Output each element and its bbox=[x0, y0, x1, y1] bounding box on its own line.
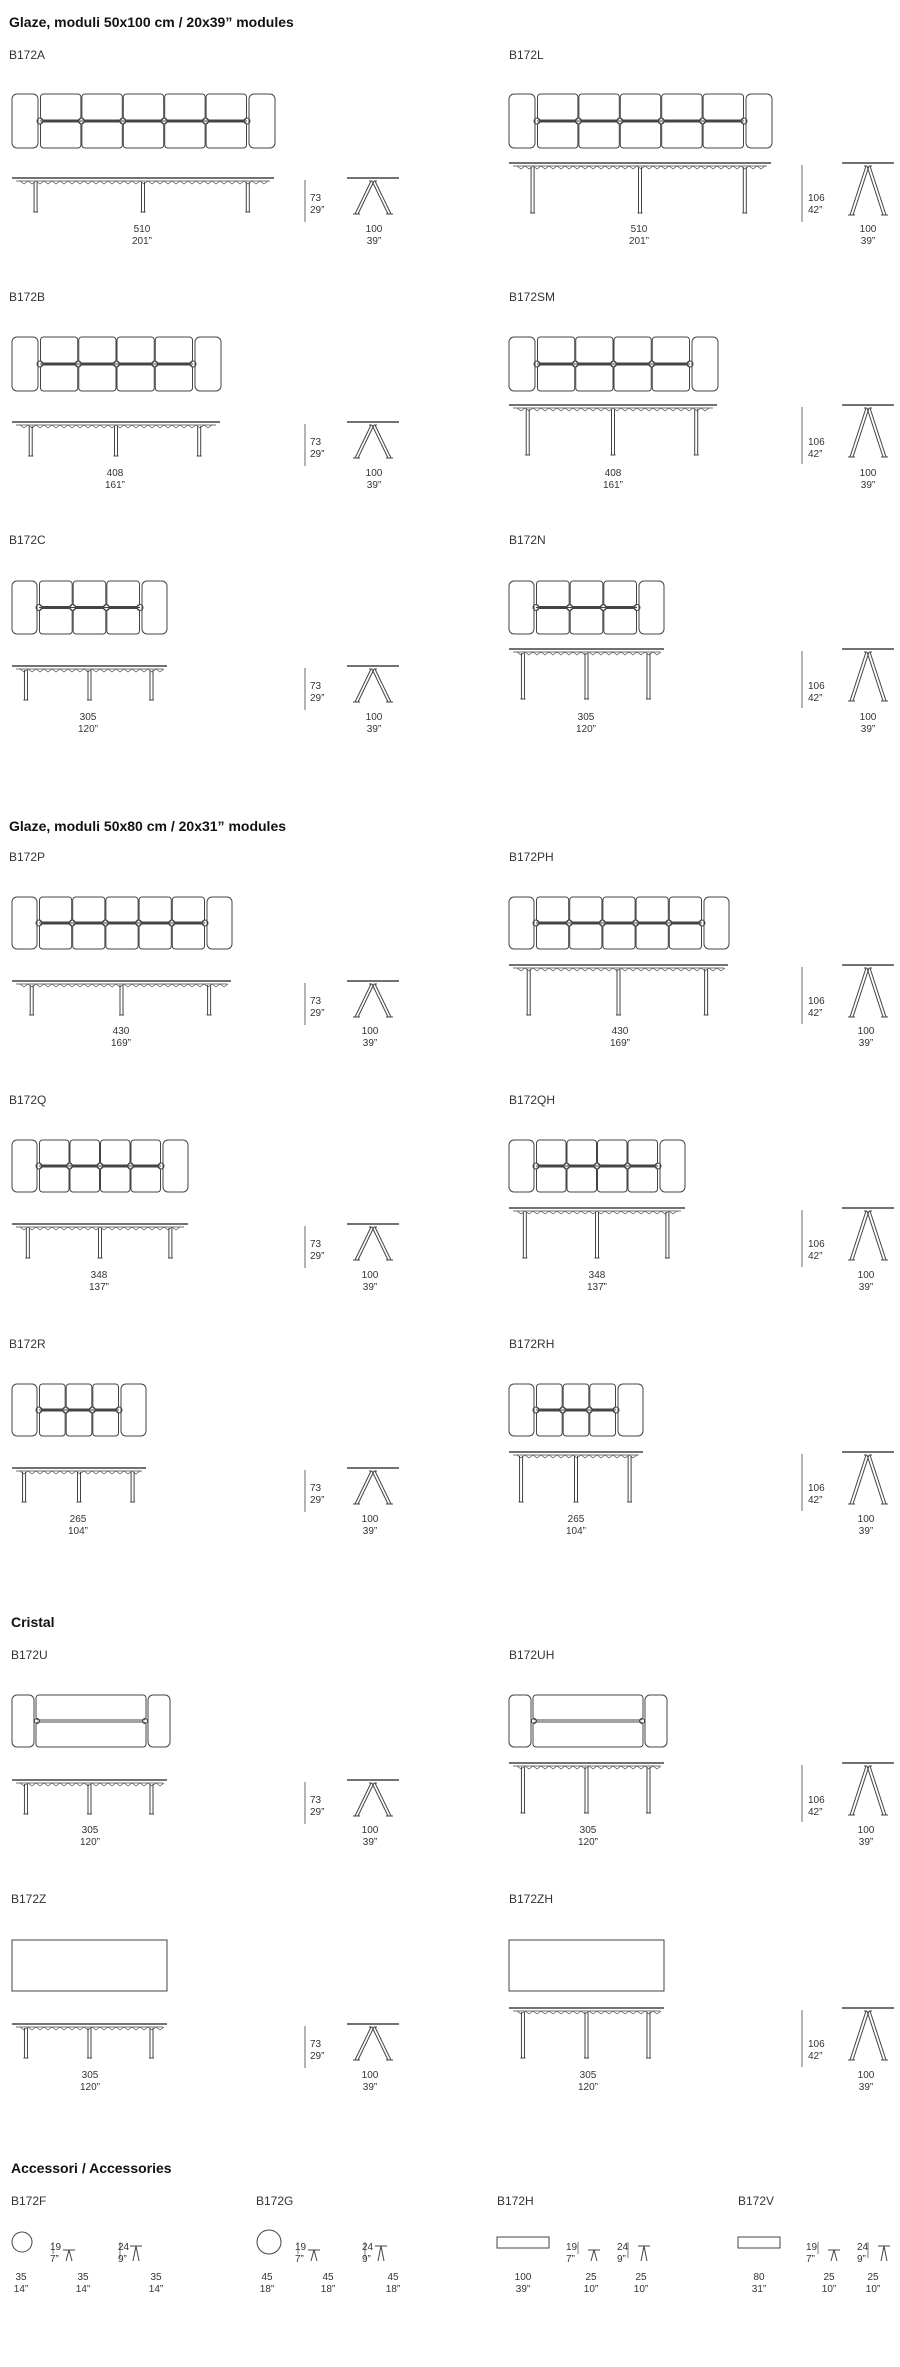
product-code: B172P bbox=[9, 850, 46, 864]
end-view-drawing bbox=[345, 664, 401, 706]
length-dimension: 305 120” bbox=[575, 712, 596, 735]
height-dimension: 106 42” bbox=[808, 1795, 825, 1818]
accessory-side-drawings bbox=[573, 2238, 653, 2264]
accessory-height-2: 24 9” bbox=[617, 2242, 629, 2265]
accessory-depth-2: 25 10” bbox=[865, 2272, 881, 2295]
product-code: B172A bbox=[9, 48, 46, 62]
top-view-drawing bbox=[507, 1138, 687, 1194]
height-bracket bbox=[801, 407, 804, 464]
length-dimension: 305 120” bbox=[77, 712, 98, 735]
length-dimension: 348 137” bbox=[586, 1270, 607, 1293]
top-view-drawing bbox=[10, 1693, 172, 1749]
depth-dimension: 100 39” bbox=[365, 468, 383, 491]
section-title-cristal: Cristal bbox=[11, 1614, 55, 1630]
depth-dimension: 100 39” bbox=[857, 1026, 875, 1049]
product-code: B172ZH bbox=[509, 1892, 554, 1906]
length-dimension: 305 120” bbox=[577, 1825, 598, 1848]
depth-dimension: 100 39” bbox=[857, 1514, 875, 1537]
end-view-drawing bbox=[345, 1778, 401, 1820]
side-view-drawing bbox=[10, 1778, 169, 1820]
side-view-drawing bbox=[10, 2022, 169, 2064]
depth-dimension: 100 39” bbox=[857, 1270, 875, 1293]
height-bracket bbox=[304, 180, 307, 222]
accessory-code: B172G bbox=[256, 2194, 294, 2208]
top-view-drawing bbox=[10, 92, 277, 150]
product-code: B172B bbox=[9, 290, 46, 304]
height-bracket bbox=[801, 1210, 804, 1267]
accessory-size: 80 31” bbox=[751, 2272, 767, 2295]
end-view-drawing bbox=[840, 403, 896, 461]
accessory-side-drawings bbox=[293, 2238, 390, 2264]
height-bracket bbox=[801, 2010, 804, 2067]
side-view-drawing bbox=[10, 420, 222, 462]
depth-dimension: 100 39” bbox=[365, 224, 383, 247]
length-dimension: 265 104” bbox=[67, 1514, 88, 1537]
product-code: B172U bbox=[11, 1648, 48, 1662]
top-view-drawing bbox=[10, 1382, 148, 1438]
accessory-size: 45 18” bbox=[259, 2272, 275, 2295]
product-code: B172Z bbox=[11, 1892, 47, 1906]
end-view-drawing bbox=[345, 176, 401, 218]
end-view-drawing bbox=[345, 2022, 401, 2064]
product-code: B172QH bbox=[509, 1093, 556, 1107]
height-bracket bbox=[801, 651, 804, 708]
height-dimension: 106 42” bbox=[808, 1483, 825, 1506]
end-view-drawing bbox=[345, 979, 401, 1021]
height-dimension: 73 29” bbox=[310, 1483, 325, 1506]
accessory-depth-2: 45 18” bbox=[385, 2272, 401, 2295]
length-dimension: 430 169” bbox=[110, 1026, 131, 1049]
side-view-drawing bbox=[507, 1761, 666, 1819]
length-dimension: 408 161” bbox=[602, 468, 623, 491]
height-bracket bbox=[304, 1470, 307, 1512]
height-dimension: 106 42” bbox=[808, 996, 825, 1019]
product-code: B172PH bbox=[509, 850, 554, 864]
accessory-height-2: 24 9” bbox=[118, 2242, 130, 2265]
side-view-drawing bbox=[10, 1222, 190, 1264]
top-view-drawing bbox=[507, 335, 720, 393]
height-dimension: 106 42” bbox=[808, 1239, 825, 1262]
depth-dimension: 100 39” bbox=[361, 1514, 379, 1537]
height-dimension: 73 29” bbox=[310, 996, 325, 1019]
end-view-drawing bbox=[840, 1761, 896, 1819]
depth-dimension: 100 39” bbox=[857, 2070, 875, 2093]
end-view-drawing bbox=[840, 161, 896, 219]
end-view-drawing bbox=[345, 420, 401, 462]
height-dimension: 73 29” bbox=[310, 2039, 325, 2062]
length-dimension: 510 201” bbox=[628, 224, 649, 247]
accessory-top-drawing bbox=[256, 2229, 282, 2255]
depth-dimension: 100 39” bbox=[361, 1825, 379, 1848]
side-view-drawing bbox=[507, 161, 773, 219]
accessory-top-drawing bbox=[496, 2236, 550, 2250]
height-dimension: 73 29” bbox=[310, 437, 325, 460]
depth-dimension: 100 39” bbox=[859, 712, 877, 735]
end-view-drawing bbox=[345, 1222, 401, 1264]
side-view-drawing bbox=[10, 176, 276, 218]
product-code: B172R bbox=[9, 1337, 46, 1351]
accessory-depth-1: 25 10” bbox=[821, 2272, 837, 2295]
height-dimension: 106 42” bbox=[808, 681, 825, 704]
height-bracket bbox=[801, 1765, 804, 1822]
accessory-top-drawing bbox=[11, 2231, 33, 2253]
depth-dimension: 100 39” bbox=[361, 1026, 379, 1049]
accessory-size: 100 39” bbox=[514, 2272, 532, 2295]
accessory-code: B172V bbox=[738, 2194, 775, 2208]
accessory-top-drawing bbox=[737, 2236, 781, 2250]
accessory-depth-1: 45 18” bbox=[320, 2272, 336, 2295]
length-dimension: 348 137” bbox=[88, 1270, 109, 1293]
accessory-height-1: 19 7” bbox=[295, 2242, 307, 2265]
accessory-height-2: 24 9” bbox=[857, 2242, 869, 2265]
height-bracket bbox=[304, 983, 307, 1025]
product-code: B172C bbox=[9, 533, 46, 547]
product-code: B172UH bbox=[509, 1648, 555, 1662]
accessory-side-drawings bbox=[813, 2238, 893, 2264]
height-dimension: 106 42” bbox=[808, 437, 825, 460]
accessory-height-1: 19 7” bbox=[50, 2242, 62, 2265]
height-bracket bbox=[801, 1454, 804, 1511]
accessory-depth-2: 35 14” bbox=[148, 2272, 164, 2295]
height-dimension: 73 29” bbox=[310, 681, 325, 704]
end-view-drawing bbox=[840, 963, 896, 1021]
section-title-accessories: Accessori / Accessories bbox=[11, 2160, 172, 2176]
end-view-drawing bbox=[840, 1450, 896, 1508]
side-view-drawing bbox=[507, 647, 666, 705]
depth-dimension: 100 39” bbox=[857, 1825, 875, 1848]
end-view-drawing bbox=[840, 1206, 896, 1264]
height-bracket bbox=[801, 165, 804, 222]
height-bracket bbox=[304, 2026, 307, 2068]
length-dimension: 305 120” bbox=[577, 2070, 598, 2093]
accessory-depth-1: 25 10” bbox=[583, 2272, 599, 2295]
side-view-drawing bbox=[507, 403, 719, 461]
top-view-drawing bbox=[10, 1938, 169, 1993]
depth-dimension: 100 39” bbox=[365, 712, 383, 735]
accessory-code: B172H bbox=[497, 2194, 534, 2208]
section-title-glaze-80: Glaze, moduli 50x80 cm / 20x31” modules bbox=[9, 818, 287, 834]
height-dimension: 73 29” bbox=[310, 193, 325, 216]
accessory-height-1: 19 7” bbox=[806, 2242, 818, 2265]
side-view-drawing bbox=[10, 979, 233, 1021]
height-dimension: 73 29” bbox=[310, 1239, 325, 1262]
accessory-depth-1: 35 14” bbox=[75, 2272, 91, 2295]
side-view-drawing bbox=[507, 2006, 666, 2064]
height-dimension: 106 42” bbox=[808, 193, 825, 216]
end-view-drawing bbox=[840, 2006, 896, 2064]
height-bracket bbox=[304, 424, 307, 466]
depth-dimension: 100 39” bbox=[859, 468, 877, 491]
side-view-drawing bbox=[10, 664, 169, 706]
depth-dimension: 100 39” bbox=[859, 224, 877, 247]
accessory-depth-2: 25 10” bbox=[633, 2272, 649, 2295]
accessory-height-2: 24 9” bbox=[362, 2242, 374, 2265]
product-code: B172L bbox=[509, 48, 544, 62]
length-dimension: 408 161” bbox=[104, 468, 125, 491]
top-view-drawing bbox=[10, 335, 223, 393]
accessory-size: 35 14” bbox=[13, 2272, 29, 2295]
length-dimension: 305 120” bbox=[79, 1825, 100, 1848]
side-view-drawing bbox=[507, 1206, 687, 1264]
top-view-drawing bbox=[507, 1693, 669, 1749]
product-code: B172N bbox=[509, 533, 546, 547]
top-view-drawing bbox=[507, 579, 666, 636]
depth-dimension: 100 39” bbox=[361, 2070, 379, 2093]
product-code: B172SM bbox=[509, 290, 556, 304]
length-dimension: 305 120” bbox=[79, 2070, 100, 2093]
height-bracket bbox=[801, 967, 804, 1024]
length-dimension: 430 169” bbox=[609, 1026, 630, 1049]
height-bracket bbox=[304, 668, 307, 710]
top-view-drawing bbox=[507, 1382, 645, 1438]
height-dimension: 106 42” bbox=[808, 2039, 825, 2062]
depth-dimension: 100 39” bbox=[361, 1270, 379, 1293]
section-title-glaze-100: Glaze, moduli 50x100 cm / 20x39” modules bbox=[9, 14, 294, 30]
end-view-drawing bbox=[345, 1466, 401, 1508]
height-dimension: 73 29” bbox=[310, 1795, 325, 1818]
top-view-drawing bbox=[507, 895, 731, 951]
height-bracket bbox=[304, 1226, 307, 1268]
top-view-drawing bbox=[10, 895, 234, 951]
side-view-drawing bbox=[507, 1450, 645, 1508]
top-view-drawing bbox=[10, 579, 169, 636]
accessory-code: B172F bbox=[11, 2194, 47, 2208]
length-dimension: 265 104” bbox=[565, 1514, 586, 1537]
accessory-side-drawings bbox=[48, 2238, 145, 2264]
product-code: B172Q bbox=[9, 1093, 47, 1107]
top-view-drawing bbox=[507, 92, 774, 150]
accessory-height-1: 19 7” bbox=[566, 2242, 578, 2265]
top-view-drawing bbox=[507, 1938, 666, 1993]
product-code: B172RH bbox=[509, 1337, 555, 1351]
length-dimension: 510 201” bbox=[131, 224, 152, 247]
top-view-drawing bbox=[10, 1138, 190, 1194]
side-view-drawing bbox=[10, 1466, 148, 1508]
height-bracket bbox=[304, 1782, 307, 1824]
side-view-drawing bbox=[507, 963, 730, 1021]
end-view-drawing bbox=[840, 647, 896, 705]
